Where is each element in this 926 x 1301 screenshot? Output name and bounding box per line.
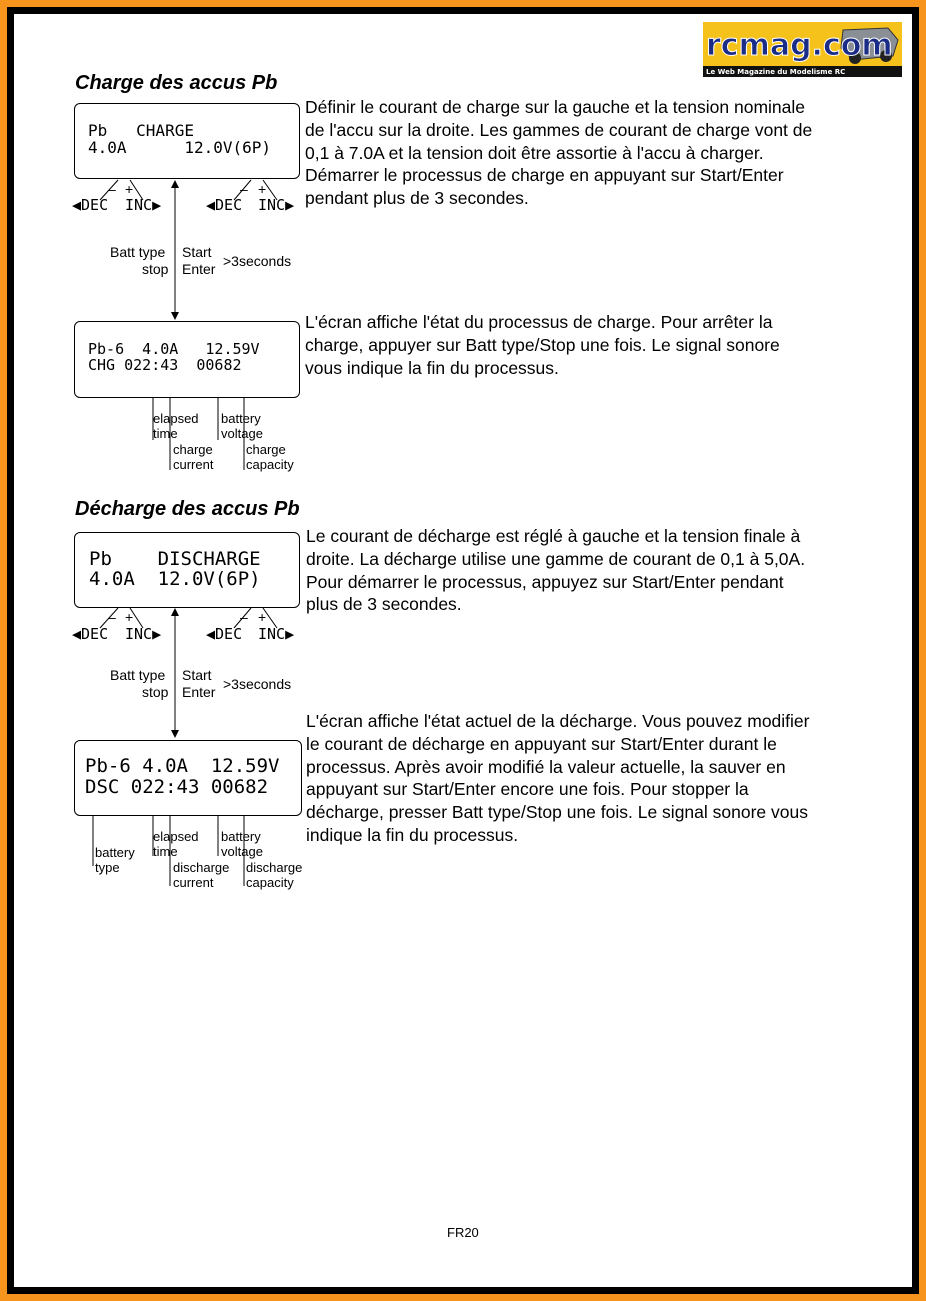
batt-type-key-label: Batt type [110, 244, 166, 260]
lcd-line-2: 4.0A 12.0V(6P) [88, 138, 272, 157]
dec-button[interactable]: ◀DEC [72, 625, 109, 643]
left-triangle-icon: ◀ [206, 196, 216, 214]
minus-key-label: – [108, 181, 116, 197]
annotation-discharge-capacity: discharge capacity [246, 860, 303, 890]
plus-key-label: + [125, 181, 134, 197]
lcd-line-1: Pb CHARGE [88, 121, 194, 140]
minus-key-label: – [108, 609, 116, 625]
annotation-discharge-current: discharge current [173, 860, 230, 890]
charge-instructions: Définir le courant de charge sur la gauche et la tension nominale de l'accu sur la droite. Les gammes de courant de charge vont de 0,1 à 7.0A et la tension doit être assortie à l'accu à charger. Démarrer le processus de charge en appuyant sur Start/Enter pendant plus de 3 secondes. [305, 97, 813, 209]
left-triangle-icon: ◀ [72, 625, 82, 643]
page-number: FR20 [447, 1225, 479, 1240]
section-heading-discharge: Décharge des accus Pb [75, 498, 300, 520]
svg-text:rcmag.com: rcmag.com [706, 28, 893, 63]
annotation-battery-voltage: battery voltage [221, 411, 263, 441]
dec-button[interactable]: ◀DEC [206, 196, 243, 214]
enter-key-label: Enter [182, 261, 216, 277]
hold-duration-label: >3seconds [223, 253, 292, 269]
left-triangle-icon: ◀ [72, 196, 82, 214]
annotation-elapsed-time: elapsed time [153, 411, 199, 441]
annotation-charge-capacity: charge capacity [246, 442, 294, 472]
right-triangle-icon: ▶ [285, 196, 295, 214]
lcd-line-2: DSC 022:43 00682 [85, 776, 269, 798]
lcd-line-1: Pb-6 4.0A 12.59V [85, 755, 280, 777]
dec-button[interactable]: ◀DEC [72, 196, 109, 214]
lcd-line-1: Pb-6 4.0A 12.59V [88, 340, 260, 358]
enter-key-label: Enter [182, 684, 216, 700]
inc-button[interactable]: INC▶ [258, 625, 295, 643]
lcd-discharge-setup [74, 532, 300, 608]
minus-key-label: – [240, 609, 248, 625]
start-key-label: Start [182, 667, 212, 683]
annotation-battery-type: battery type [95, 845, 135, 875]
section-heading-charge: Charge des accus Pb [75, 72, 278, 94]
left-triangle-icon: ◀ [206, 625, 216, 643]
inc-button[interactable]: INC▶ [125, 196, 162, 214]
minus-key-label: – [240, 181, 248, 197]
annotation-battery-voltage: battery voltage [221, 829, 263, 859]
right-triangle-icon: ▶ [152, 196, 162, 214]
start-key-label: Start [182, 244, 212, 260]
inc-button[interactable]: INC▶ [125, 625, 162, 643]
right-triangle-icon: ▶ [152, 625, 162, 643]
batt-type-key-label: Batt type [110, 667, 166, 683]
right-triangle-icon: ▶ [285, 625, 295, 643]
rcmag-logo [703, 22, 902, 77]
discharge-status-description: L'écran affiche l'état actuel de la décharge. Vous pouvez modifier le courant de décharge en appuyant sur Start/Enter durant le processus. Après avoir modifié la valeur actuelle, la sauver en appuyant sur Start/Enter encore une fois. Pour stopper la décharge, presser Batt type/Stop une fois. Le signal sonore vous indique la fin du processus. [306, 711, 810, 845]
lcd-line-1: Pb DISCHARGE [89, 548, 261, 570]
inc-button[interactable]: INC▶ [258, 196, 295, 214]
stop-key-label: stop [142, 261, 169, 277]
plus-key-label: + [258, 609, 267, 625]
plus-key-label: + [125, 609, 134, 625]
lcd-charge-setup [74, 103, 300, 179]
annotation-elapsed-time: elapsed time [153, 829, 199, 859]
lcd-line-2: CHG 022:43 00682 [88, 356, 242, 374]
plus-key-label: + [258, 181, 267, 197]
hold-duration-label: >3seconds [223, 676, 292, 692]
lcd-charge-status [74, 321, 300, 398]
annotation-charge-current: charge current [173, 442, 214, 472]
lcd-discharge-status [74, 740, 302, 816]
lcd-line-2: 4.0A 12.0V(6P) [89, 568, 261, 590]
charge-status-description: L'écran affiche l'état du processus de charge. Pour arrêter la charge, appuyer sur Batt type/Stop une fois. Le signal sonore vous indique la fin du processus. [305, 312, 780, 378]
dec-button[interactable]: ◀DEC [206, 625, 243, 643]
svg-text:Le Web Magazine du Modelisme R: Le Web Magazine du Modelisme RC [706, 68, 846, 76]
stop-key-label: stop [142, 684, 169, 700]
discharge-instructions: Le courant de décharge est réglé à gauche et la tension finale à droite. La décharge utilise une gamme de courant de 0,1 à 5,0A. Pour démarrer le processus, appuyez sur Start/Enter pendant plus de 3 secondes. [306, 526, 806, 615]
